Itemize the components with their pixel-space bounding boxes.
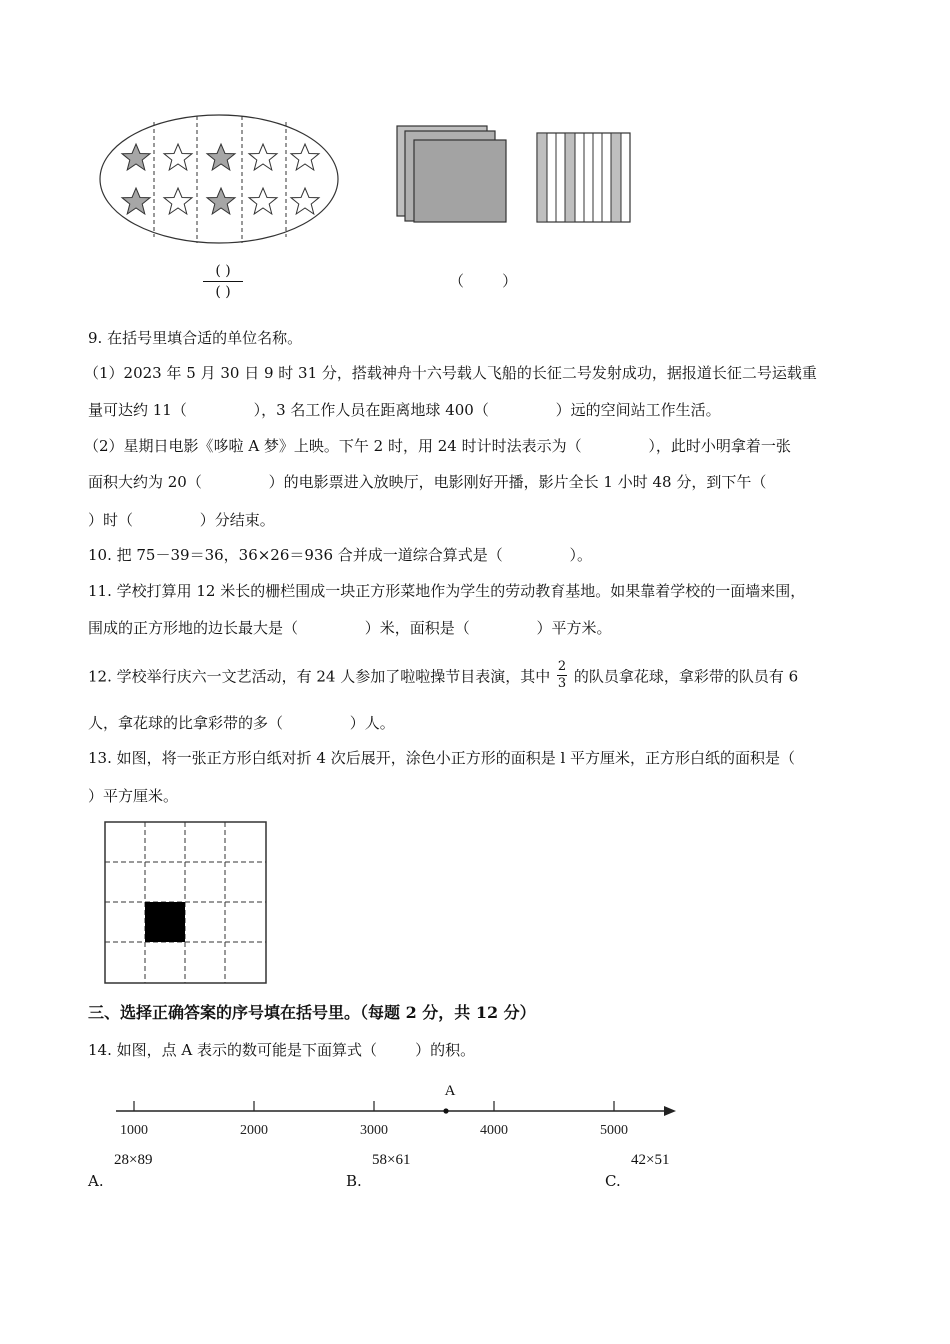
number-line-tick-label: 3000	[360, 1123, 388, 1138]
option-a-label: A.	[88, 1172, 104, 1190]
q9-p1-line2: 量可达约 11（ ），3 名工作人员在距离地球 400（ ）远的空间站工作生活。	[88, 401, 721, 419]
number-line	[110, 1075, 690, 1145]
shaded-square	[145, 902, 185, 942]
q12-line1-end: 的队员拿花球，拿彩带的队员有 6	[573, 667, 799, 686]
option-b-expr: 58×61	[372, 1152, 411, 1168]
striped-bar-figure	[536, 132, 632, 224]
section-3-heading: 三、选择正确答案的序号填在括号里。（每题 2 分，共 12 分）	[88, 1003, 536, 1022]
point-a-label: A	[444, 1083, 456, 1099]
q9-p1-line1: （1）2023 年 5 月 30 日 9 时 31 分，搭载神舟十六号载人飞船的长征二号发射成功，据报道长征二号运载重	[84, 364, 817, 382]
q12-fraction-denominator: 3	[557, 676, 567, 691]
q12-fraction-numerator: 2	[557, 659, 567, 674]
number-line-tick-label: 4000	[480, 1123, 508, 1138]
q12-line2: 人，拿花球的比拿彩带的多（ ）人。	[88, 714, 395, 732]
q13-line1: 13. 如图，将一张正方形白纸对折 4 次后展开，涂色小正方形的面积是 l 平方厘米，正方形白纸的面积是（	[88, 749, 796, 767]
q9-title: 9. 在括号里填合适的单位名称。	[88, 329, 303, 347]
point-a-marker	[443, 1108, 448, 1113]
number-line-tick-label: 1000	[120, 1123, 148, 1138]
option-a-expr: 28×89	[114, 1152, 153, 1168]
q13-line2: ）平方厘米。	[88, 787, 179, 805]
q9-p2-line1: （2）星期日电影《哆啦 A 梦》上映。下午 2 时，用 24 时计时法表示为（ ），此时小明拿着一张	[84, 437, 791, 455]
squares-answer-blank[interactable]: （ ）	[449, 272, 518, 290]
star-ellipse-figure	[95, 110, 345, 250]
q12-fraction	[557, 660, 567, 691]
option-c-label: C.	[605, 1172, 621, 1190]
option-b[interactable]	[346, 1152, 411, 1190]
fraction-blank[interactable]	[203, 263, 243, 300]
folded-paper-grid	[104, 821, 270, 987]
q9-p2-line3: ）时（ ）分结束。	[88, 511, 275, 529]
fraction-numerator: ( )	[215, 263, 231, 279]
option-b-label: B.	[346, 1172, 362, 1190]
q12-line1-start: 12. 学校举行庆六一文艺活动，有 24 人参加了啦啦操节目表演，其中	[88, 667, 551, 686]
number-line-tick-label: 2000	[240, 1123, 268, 1138]
q11-line1: 11. 学校打算用 12 米长的栅栏围成一块正方形菜地作为学生的劳动教育基地。如果靠着学校的一面墙来围，	[88, 582, 806, 600]
number-line-tick-label: 5000	[600, 1123, 628, 1138]
q11-line2: 围成的正方形地的边长最大是（ ）米，面积是（ ）平方米。	[88, 619, 612, 637]
stacked-squares-figure	[395, 124, 510, 224]
q14-text: 14. 如图，点 A 表示的数可能是下面算式（ ）的积。	[88, 1041, 476, 1059]
q9-p2-line2: 面积大约为 20（ ）的电影票进入放映厅，电影刚好开播，影片全长 1 小时 48 分，到下午（	[88, 473, 767, 491]
option-c-expr: 42×51	[631, 1152, 670, 1168]
q12-line1	[88, 659, 799, 693]
option-a[interactable]	[88, 1152, 153, 1190]
fraction-denominator: ( )	[215, 284, 231, 300]
option-c[interactable]	[605, 1152, 670, 1190]
q10-text: 10. 把 75－39＝36，36×26＝936 合并成一道综合算式是（ ）。	[88, 546, 593, 564]
